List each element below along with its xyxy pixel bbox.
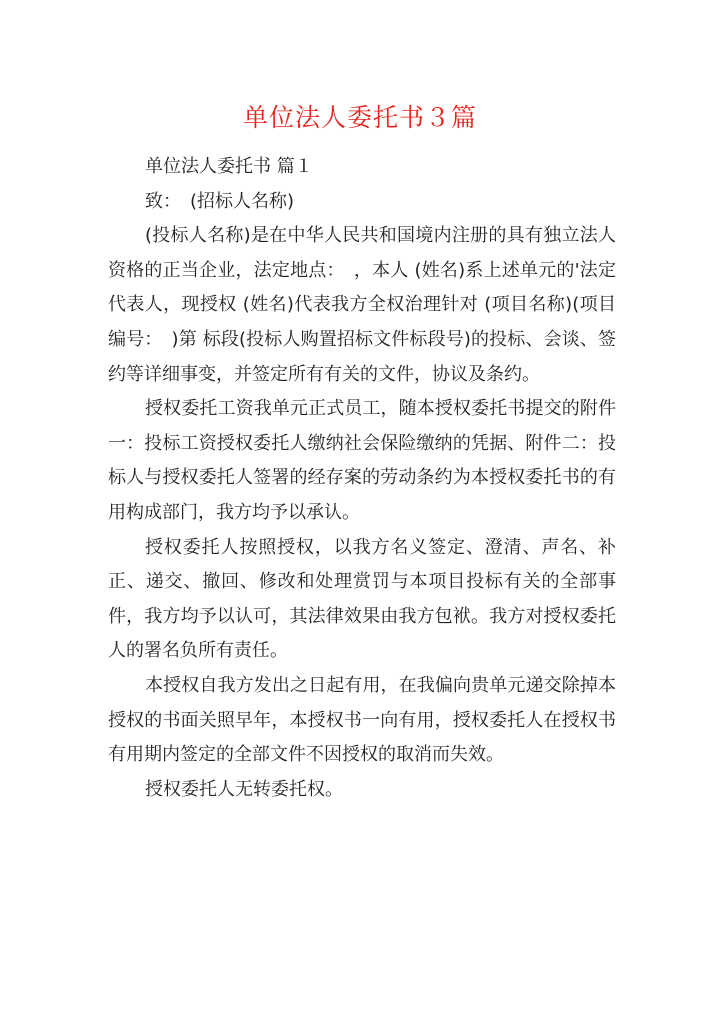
- paragraph: (投标人名称)是在中华人民共和国境内注册的具有独立法人资格的正当企业，法定地点： ，本人 (姓名)系上述单元的'法定代表人，现授权 (姓名)代表我方全权治理针对 (项目名称)(项目编号： )第 标段(投标人购置招标文件标段号)的投标、会谈、签约等详细事变，并签定所有有关的文件，协议及条约。: [108, 225, 616, 385]
- paragraph: 授权委托人无转委托权。: [145, 778, 343, 800]
- paragraph: 本授权自我方发出之日起有用，在我偏向贵单元递交除掉本授权的书面关照早年，本授权书一向有用，授权委托人在授权书有用期内签定的全部文件不因授权的取消而失效。: [108, 674, 616, 766]
- salutation-line: 致： (招标人名称): [145, 190, 295, 212]
- paragraph: 授权委托人按照授权，以我方名义签定、澄清、声名、补正、递交、撤回、修改和处理赏罚与本项目投标有关的全部事件，我方均予以认可，其法律效果由我方包袱。我方对授权委托人的署名负所有责任。: [108, 536, 616, 662]
- subtitle-line: 单位法人委托书 篇１: [145, 156, 313, 177]
- paragraph: 授权委托工资我单元正式员工，随本授权委托书提交的附件一：投标工资授权委托人缴纳社会保险缴纳的凭据、附件二：投标人与授权委托人签署的经存案的劳动条约为本授权委托书的有用构成部门，我方均予以承认。: [108, 398, 616, 523]
- document-body: [108, 150, 616, 807]
- document-title: 单位法人委托书３篇: [242, 103, 477, 132]
